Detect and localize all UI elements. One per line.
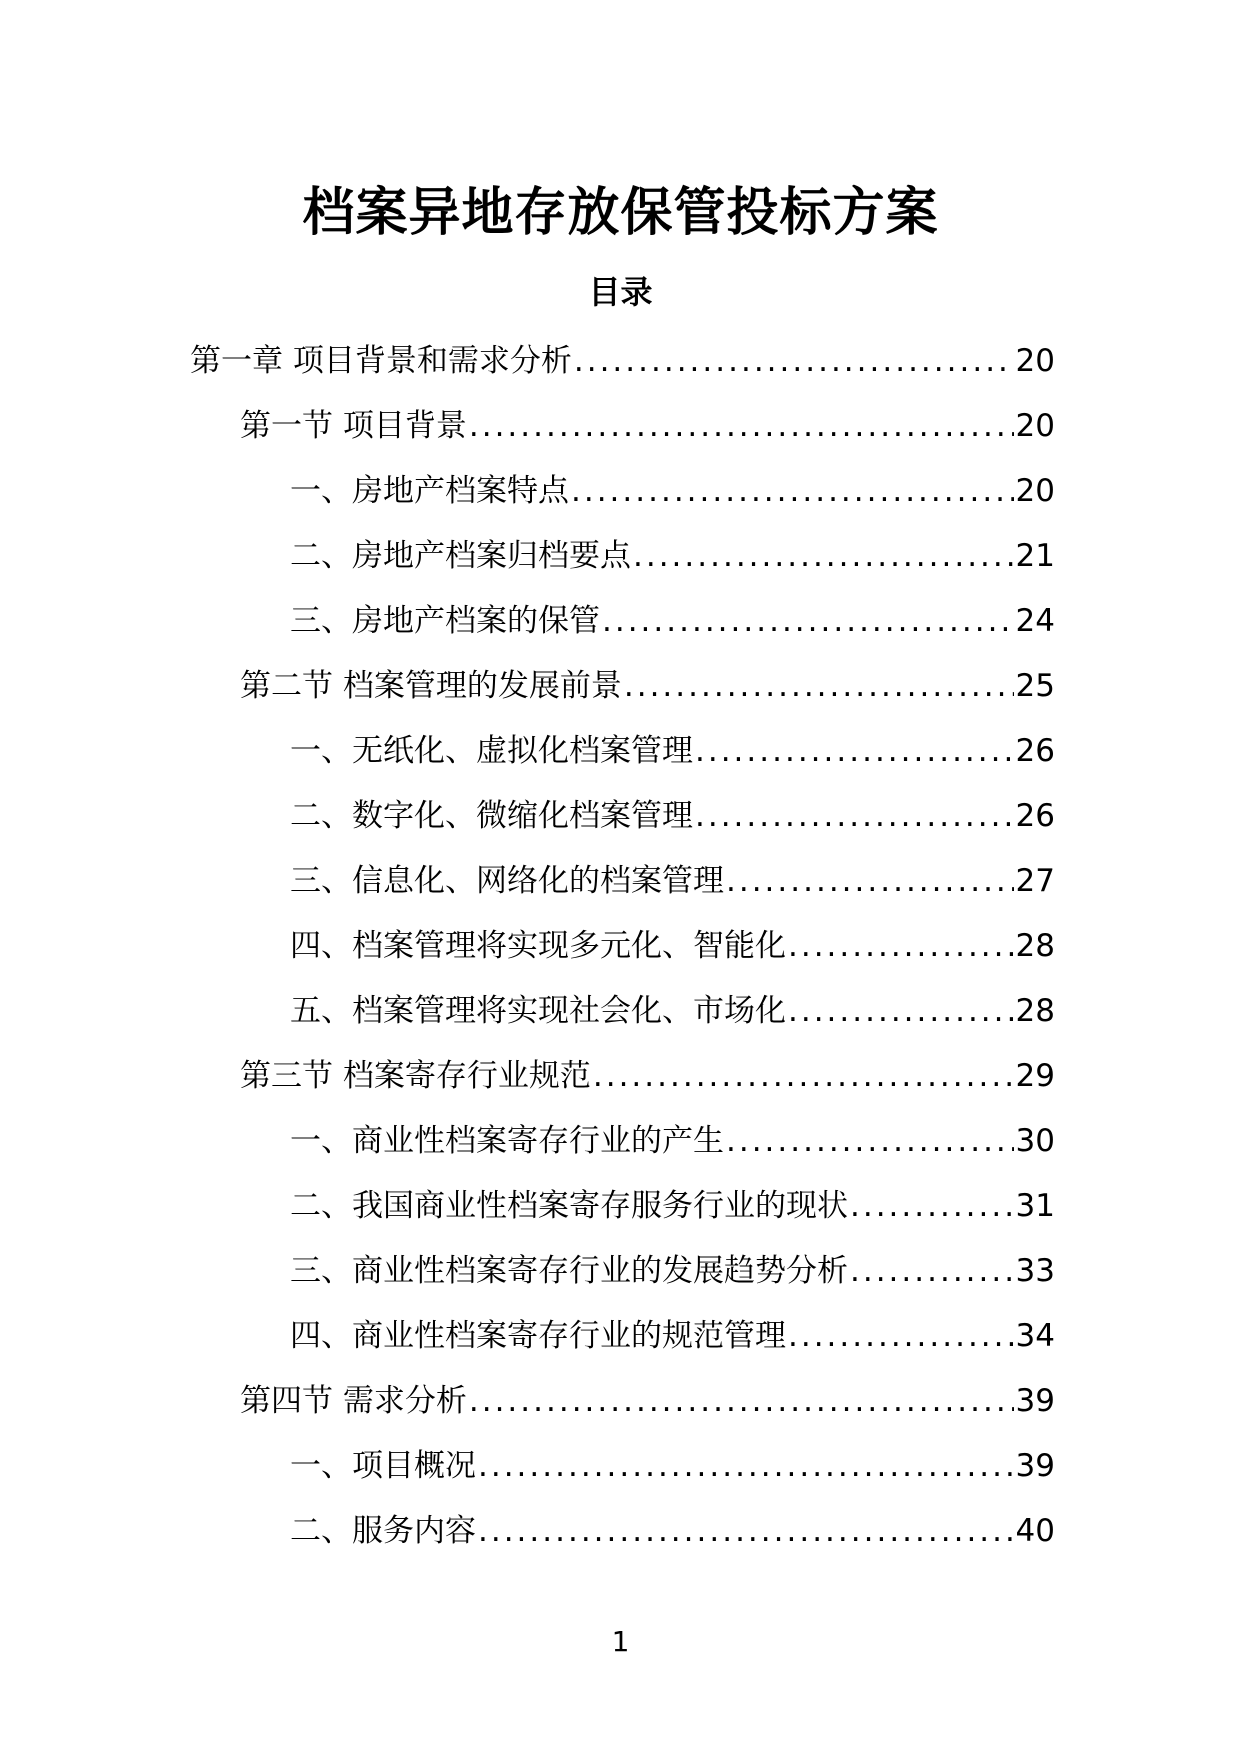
toc-dot-leader	[593, 1054, 1014, 1098]
toc-dot-leader	[574, 339, 1014, 383]
toc-entry[interactable]	[0, 1043, 1241, 1108]
toc-entry[interactable]	[0, 783, 1241, 848]
toc-heading: 目录	[588, 273, 653, 311]
toc-entry[interactable]	[0, 458, 1241, 523]
toc-dot-leader	[850, 1249, 1014, 1293]
toc-dot-leader	[695, 729, 1014, 773]
toc-entry[interactable]	[0, 1238, 1241, 1303]
toc-dot-leader	[788, 1314, 1014, 1358]
toc-page-number: 20	[1015, 407, 1055, 444]
toc-entry-title: 二、房地产档案归档要点	[290, 537, 631, 574]
toc-page-number: 34	[1015, 1317, 1055, 1354]
toc-dot-leader	[788, 924, 1014, 968]
toc-entry[interactable]	[0, 1368, 1241, 1433]
toc-page-number: 31	[1015, 1187, 1055, 1224]
toc-entry-title: 二、数字化、微缩化档案管理	[290, 797, 693, 834]
toc-entry-title: 三、商业性档案寄存行业的发展趋势分析	[290, 1252, 848, 1289]
toc-entry[interactable]	[0, 848, 1241, 913]
toc-page-number: 25	[1015, 667, 1055, 704]
table-of-contents	[0, 328, 1241, 1563]
toc-entry-title: 第一节 项目背景	[240, 407, 467, 444]
toc-dot-leader	[850, 1184, 1014, 1228]
toc-dot-leader	[726, 1119, 1014, 1163]
toc-entry-title: 四、档案管理将实现多元化、智能化	[290, 927, 786, 964]
toc-dot-leader	[469, 404, 1014, 448]
toc-entry[interactable]	[0, 328, 1241, 393]
toc-page-number: 28	[1015, 992, 1055, 1029]
toc-page-number: 27	[1015, 862, 1055, 899]
document-title: 档案异地存放保管投标方案	[302, 183, 939, 243]
toc-entry-title: 一、项目概况	[290, 1447, 476, 1484]
toc-page-number: 33	[1015, 1252, 1055, 1289]
toc-page-number: 20	[1015, 342, 1055, 379]
toc-entry-title: 五、档案管理将实现社会化、市场化	[290, 992, 786, 1029]
toc-page-number: 40	[1015, 1512, 1055, 1549]
toc-dot-leader	[624, 664, 1014, 708]
toc-page-number: 26	[1015, 797, 1055, 834]
toc-dot-leader	[469, 1379, 1014, 1423]
toc-entry-title: 一、商业性档案寄存行业的产生	[290, 1122, 724, 1159]
toc-entry[interactable]	[0, 978, 1241, 1043]
page-footer-number: 1	[611, 1625, 630, 1658]
toc-dot-leader	[571, 469, 1014, 513]
toc-entry-title: 第四节 需求分析	[240, 1382, 467, 1419]
toc-entry-title: 第一章 项目背景和需求分析	[190, 342, 572, 379]
toc-entry[interactable]	[0, 1433, 1241, 1498]
toc-entry-title: 三、房地产档案的保管	[290, 602, 600, 639]
toc-entry[interactable]	[0, 523, 1241, 588]
toc-dot-leader	[602, 599, 1014, 643]
toc-entry-title: 一、房地产档案特点	[290, 472, 569, 509]
toc-dot-leader	[478, 1444, 1014, 1488]
toc-entry[interactable]	[0, 913, 1241, 978]
toc-entry[interactable]	[0, 1303, 1241, 1368]
toc-entry-title: 三、信息化、网络化的档案管理	[290, 862, 724, 899]
toc-entry[interactable]	[0, 393, 1241, 458]
toc-dot-leader	[478, 1509, 1014, 1553]
toc-page-number: 24	[1015, 602, 1055, 639]
toc-dot-leader	[633, 534, 1014, 578]
toc-entry[interactable]	[0, 653, 1241, 718]
toc-page-number: 21	[1015, 537, 1055, 574]
toc-entry-title: 第二节 档案管理的发展前景	[240, 667, 622, 704]
toc-dot-leader	[726, 859, 1014, 903]
toc-page-number: 28	[1015, 927, 1055, 964]
toc-page-number: 39	[1015, 1382, 1055, 1419]
toc-page-number: 26	[1015, 732, 1055, 769]
toc-entry[interactable]	[0, 588, 1241, 653]
toc-dot-leader	[788, 989, 1014, 1033]
toc-page-number: 30	[1015, 1122, 1055, 1159]
toc-page-number: 39	[1015, 1447, 1055, 1484]
toc-entry[interactable]	[0, 1173, 1241, 1238]
toc-page-number: 20	[1015, 472, 1055, 509]
toc-entry[interactable]	[0, 1108, 1241, 1173]
toc-entry-title: 一、无纸化、虚拟化档案管理	[290, 732, 693, 769]
toc-page-number: 29	[1015, 1057, 1055, 1094]
toc-dot-leader	[695, 794, 1014, 838]
toc-entry-title: 第三节 档案寄存行业规范	[240, 1057, 591, 1094]
toc-entry-title: 四、商业性档案寄存行业的规范管理	[290, 1317, 786, 1354]
toc-entry[interactable]	[0, 1498, 1241, 1563]
toc-entry-title: 二、我国商业性档案寄存服务行业的现状	[290, 1187, 848, 1224]
toc-entry[interactable]	[0, 718, 1241, 783]
toc-entry-title: 二、服务内容	[290, 1512, 476, 1549]
